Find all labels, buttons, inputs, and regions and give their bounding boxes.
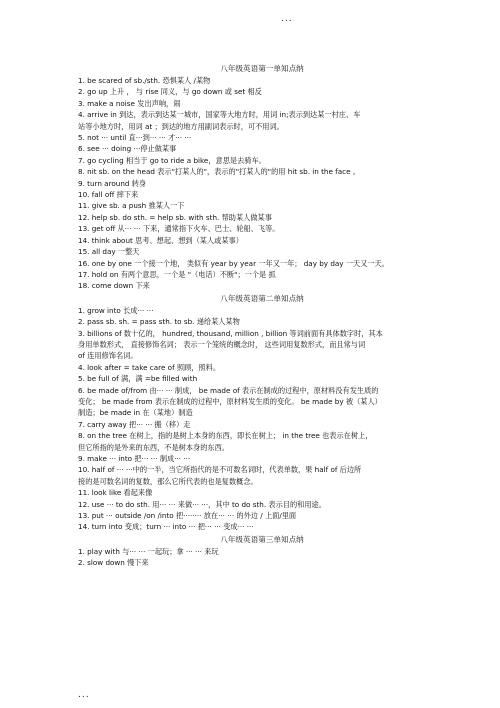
note-line: 16. one by one 一个接一个地， 类似有 year by year 一年又一年； day by day 一天又一天。 (78, 258, 389, 268)
note-line: 身用单数形式， 直接修饰名词； 表示一个笼统的概念时， 这些词用复数形式，而且常与词 (78, 339, 366, 349)
note-line: 18. come down 下来 (78, 281, 150, 291)
note-line: 1. play with 与··· ··· 一起玩；拿 ··· ··· 来玩 (78, 546, 219, 556)
note-line: 5. not ··· until 直···到··· ··· 才··· ··· (78, 133, 192, 143)
note-line: 3. make a noise 发出声响，闹 (78, 98, 181, 108)
note-item (78, 155, 438, 166)
section-title: 八年级英语第一单知点纳 (220, 64, 304, 73)
note-item (78, 521, 438, 532)
note-line: of 连用修饰名词。 (78, 351, 138, 361)
note-item (78, 546, 438, 557)
note-line: 11. give sb. a push 推某人一下 (78, 201, 185, 211)
note-line: 10. fall off 摔下来 (78, 190, 139, 200)
note-item (78, 305, 438, 316)
note-item (78, 280, 438, 291)
note-item (78, 557, 438, 568)
note-line: 4. arrive in 到达，表示到达某一城市，国家等大地方时，用词 in;表示到达某一村庄、车 (78, 110, 361, 120)
note-item (78, 98, 438, 109)
note-item (78, 385, 438, 419)
note-item (78, 510, 438, 521)
note-item (78, 143, 438, 154)
note-line: 10. half of ··· ···中的一半，当它所指代的是不可数名词时，代表单数，果 half of 后边所 (78, 465, 362, 475)
note-item (78, 453, 438, 464)
note-item (78, 258, 438, 269)
note-item (78, 499, 438, 510)
note-item (78, 269, 438, 280)
note-line: 接的是可数名词的复数，那么它所代表的也是复数概念。 (78, 476, 258, 486)
note-item (78, 487, 438, 498)
footer-marker: ... (78, 690, 90, 700)
note-line: 12. help sb. do sth. = help sb. with sth. 帮助某人做某事 (78, 212, 272, 222)
note-line: 1. be scared of sb./sth. 恐惧某人 /某物 (78, 76, 211, 85)
note-line: 1. grow into 长成··· ··· (78, 305, 154, 315)
note-item (78, 86, 438, 97)
notes-content (78, 62, 438, 569)
note-line: 9. make ··· into 把··· ··· 制成··· ··· (78, 454, 191, 463)
note-item (78, 430, 438, 453)
note-item (78, 328, 438, 362)
note-item (78, 235, 438, 246)
note-line: 制造；be made in 在（某地）制造 (78, 408, 193, 418)
note-line: 7. go cycling 相当于 go to ride a bike，意思是去骑车。 (78, 155, 266, 165)
note-line: 变化； be made from 表示在制成的过程中，原材料发生质的变化。 be made by 被（某人） (78, 396, 382, 406)
note-line: 14. turn into 变成；turn ··· into ··· 把··· ··· 变成··· ··· (78, 522, 254, 532)
note-line: 7. carry away 把··· ··· 搬（移）走 (78, 419, 191, 429)
note-line: 11. look like 看起来像 (78, 488, 153, 498)
note-line: 12. use ··· to do sth. 用··· ··· 来做··· ···，其中 to do sth. 表示目的和用途。 (78, 499, 326, 509)
note-item (78, 223, 438, 234)
note-item (78, 178, 438, 189)
note-line: 2. slow down 慢下来 (78, 558, 149, 568)
note-line: 3. billions of 数十亿的， hundred, thousand, million , billion 等词前面有具体数字时，其本 (78, 328, 383, 338)
note-line: 6. see ··· doing ···停止做某事 (78, 144, 177, 154)
note-item (78, 419, 438, 430)
note-line: 9. turn around 转身 (78, 178, 147, 188)
note-line: 站等小地方时，用词 at ；到达的地方用副词表示时，可不用词。 (78, 121, 284, 131)
header-marker: ... (281, 14, 293, 24)
note-line: 8. on the tree 在树上，指的是树上本身的东西，即长在树上； in the tree 也表示在树上， (78, 431, 373, 441)
note-item (78, 109, 438, 132)
note-line: 4. look after = take care of 照顾，照料。 (78, 362, 221, 372)
note-line: 17. hold on 有两个意思，一个是 "（电话）不断"；一个是 抓 (78, 269, 276, 279)
note-line: 15. all day 一整天 (78, 247, 140, 257)
note-line: 13. put ··· outside /on /into 把········ 放在··· ··· 的外边 / 上面/里面 (78, 511, 297, 521)
note-item (78, 362, 438, 373)
note-item (78, 316, 438, 327)
note-item (78, 212, 438, 223)
note-item (78, 75, 438, 86)
note-line: 8. nit sb. on the head 表示"打某人的"，表示的"打某人的"的用 hit sb. in the face 。 (78, 167, 360, 177)
note-line: 6. be made of/from 由··· ··· 制成， be made of 表示在制成的过程中，原材料没有发生质的 (78, 385, 379, 395)
note-line: 但它所指的是外来的东西，不是树本身的东西。 (78, 442, 229, 452)
note-item (78, 189, 438, 200)
note-line: 14. think about 思考、想起、想到（某人或某事） (78, 235, 243, 245)
note-item (78, 464, 438, 487)
note-item (78, 200, 438, 211)
note-line: 2. go up 上升 ， 与 rise 同义，与 go down 或 set 相反 (78, 87, 262, 97)
note-item (78, 373, 438, 384)
note-line: 5. be full of 满，满 =be filled with (78, 374, 198, 384)
note-line: 13. get off 从··· ··· 下来，通常指下火车、巴士、轮船、飞等。 (78, 224, 280, 234)
note-item (78, 246, 438, 257)
note-line: 2. pass sb. sh. = pass sth. to sb. 递给某人某物 (78, 317, 240, 327)
note-item (78, 132, 438, 143)
note-item (78, 166, 438, 177)
section-title: 八年级英语第三单知点纳 (220, 534, 304, 544)
section-title: 八年级英语第二单知点纳 (220, 293, 304, 303)
